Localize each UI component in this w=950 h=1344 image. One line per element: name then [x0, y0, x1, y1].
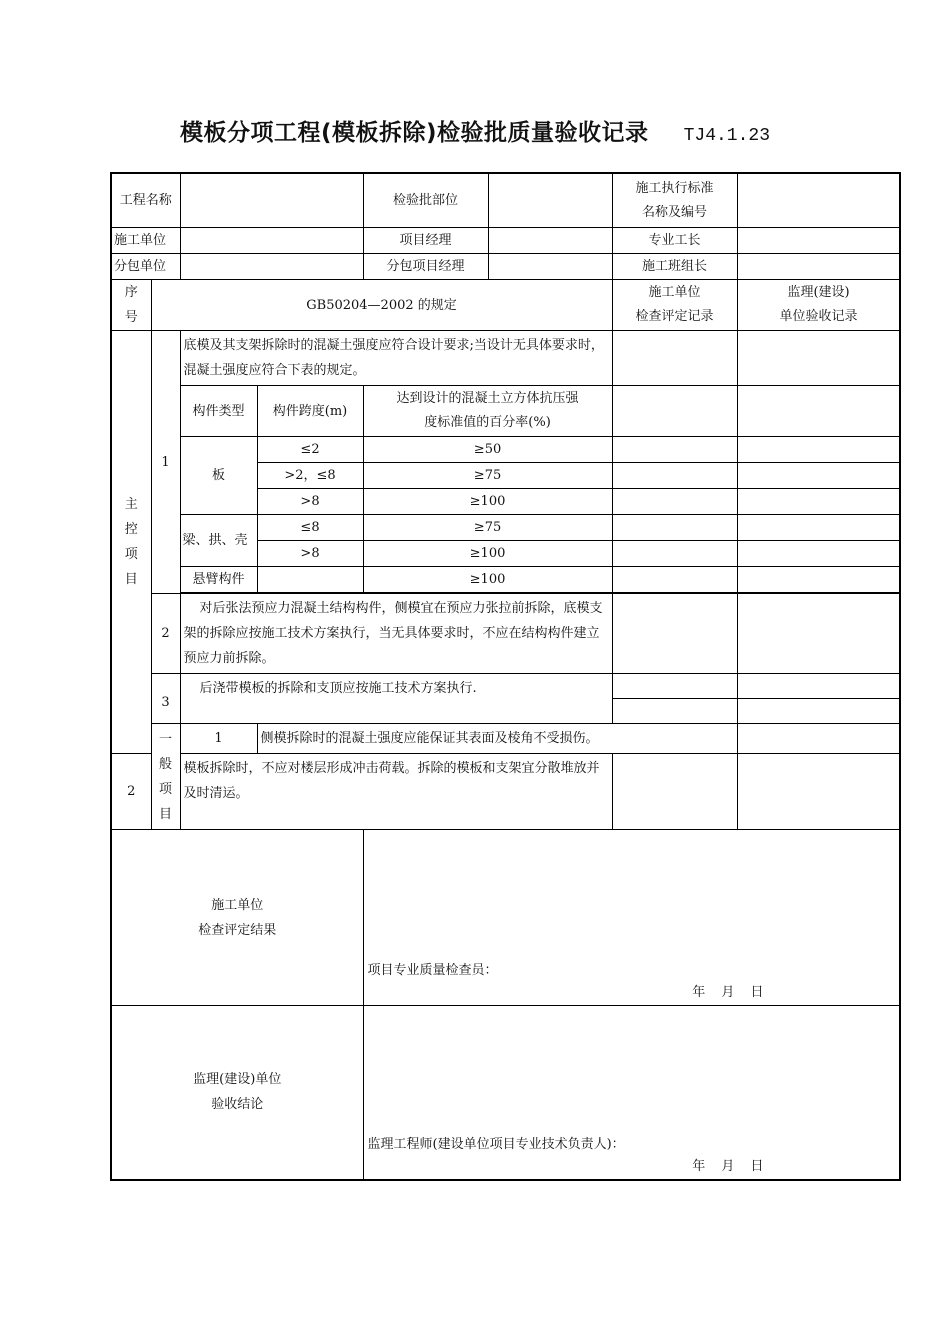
sub-value[interactable]: [180, 254, 363, 280]
beam-label: 梁、拱、壳: [180, 515, 257, 567]
batch-part-label: 检验批部位: [364, 174, 489, 227]
project-name-value[interactable]: [180, 173, 363, 228]
general-section-char-3: 项: [159, 781, 173, 797]
main-item-1-row: [111, 331, 900, 386]
document-header: [0, 114, 950, 147]
main-item-3-contractor-record-a[interactable]: [612, 674, 737, 699]
sub-pm-cell: [363, 254, 612, 280]
main-item-2-row: [111, 594, 900, 674]
general-item-1-contractor-record[interactable]: [737, 724, 900, 754]
slab-label: 板: [180, 437, 257, 515]
standard-label-line-1: 施工执行标准: [635, 180, 714, 196]
column-heading-row: [111, 280, 900, 331]
foreman-label: 专业工长: [612, 228, 737, 254]
cantilever-supervisor-record[interactable]: [737, 567, 900, 593]
foreman-value[interactable]: [737, 228, 900, 254]
pm-label: 项目经理: [364, 228, 489, 253]
main-item-1-contractor-record[interactable]: [612, 331, 737, 386]
main-control-section-label: [111, 331, 151, 754]
general-item-2-no: 2: [111, 754, 151, 830]
page-title: 模板分项工程(模板拆除)检验批质量验收记录: [179, 120, 649, 146]
cantilever-row: [111, 567, 900, 593]
supervisor-result-label-1: 监理(建设)单位: [193, 1072, 282, 1088]
sub-label: 分包单位: [111, 254, 180, 280]
header-row-2: [111, 228, 900, 254]
supervisor-date: 年 月 日: [692, 1158, 770, 1174]
supervisor-result-label-2: 验收结论: [211, 1097, 264, 1113]
strength-heading-supervisor-record[interactable]: [737, 386, 900, 437]
main-section-char-3: 项: [124, 547, 138, 562]
general-section-char-4: 目: [159, 806, 173, 822]
main-item-1-text: 底模及其支架拆除时的混凝土强度应符合设计要求;当设计无具体要求时，混凝土强度应符合下表的规定。: [180, 331, 612, 386]
beam-span-2: >8: [257, 541, 363, 567]
beam-1-contractor-record[interactable]: [612, 515, 737, 541]
slab-1-supervisor-record[interactable]: [737, 437, 900, 463]
contractor-result-row: [111, 830, 900, 1006]
slab-pct-2: ≥75: [363, 463, 612, 489]
contractor-result-label-1: 施工单位: [211, 897, 264, 913]
main-item-3-supervisor-record-b[interactable]: [737, 699, 900, 724]
main-section-char-4: 目: [124, 572, 138, 587]
project-name-label: 工程名称: [111, 173, 180, 228]
member-span-heading: 构件跨度(m): [257, 386, 363, 437]
batch-part-value[interactable]: [489, 174, 612, 227]
general-item-2-text: 模板拆除时，不应对楼层形成冲击荷载。拆除的模板和支架宜分散堆放并及时清运。: [180, 754, 612, 830]
sub-pm-value[interactable]: [489, 254, 612, 279]
slab-span-2: >2，≤8: [257, 463, 363, 489]
cantilever-pct: ≥100: [363, 567, 612, 593]
slab-2-contractor-record[interactable]: [612, 463, 737, 489]
supervisor-record-heading: [737, 280, 900, 331]
supervisor-result-row: [111, 1006, 900, 1180]
header-row-3: [111, 254, 900, 280]
beam-span-1: ≤8: [257, 515, 363, 541]
header-row-1: [111, 173, 900, 228]
beam-2-supervisor-record[interactable]: [737, 541, 900, 567]
beam-pct-1: ≥75: [363, 515, 612, 541]
strength-pct-heading-2: 度标准值的百分率(%): [424, 415, 551, 430]
slab-span-1: ≤2: [257, 437, 363, 463]
strength-pct-heading-1: 达到设计的混凝土立方体抗压强: [396, 391, 579, 406]
contractor-result-label-2: 检查评定结果: [198, 922, 277, 938]
supervisor-record-heading-2: 单位验收记录: [779, 309, 858, 324]
seq-heading-2: 号: [124, 310, 138, 325]
main-item-3-text: 后浇带模板的拆除和支顶应按施工技术方案执行.: [180, 674, 612, 724]
supervisor-signer-label: 监理工程师(建设单位项目专业技术负责人)：: [367, 1136, 625, 1152]
general-section-char-2: 般: [159, 756, 173, 772]
main-item-3-supervisor-record-a[interactable]: [737, 674, 900, 699]
seq-heading: [111, 280, 151, 331]
cantilever-label: 悬臂构件: [180, 567, 257, 593]
general-item-2-contractor-record[interactable]: [612, 754, 737, 830]
inspection-form-table: [110, 172, 901, 1181]
general-item-2-row: [111, 754, 900, 830]
standard-value[interactable]: [737, 173, 900, 228]
team-leader-value[interactable]: [737, 254, 900, 280]
contractor-record-heading-1: 施工单位: [648, 285, 701, 300]
main-item-2-supervisor-record[interactable]: [737, 594, 900, 674]
main-item-3-contractor-record-b[interactable]: [612, 699, 737, 724]
slab-2-supervisor-record[interactable]: [737, 463, 900, 489]
main-item-1-supervisor-record[interactable]: [737, 331, 900, 386]
batch-part-cell: [363, 173, 612, 228]
contractor-record-heading-2: 检查评定记录: [635, 309, 714, 324]
team-leader-label: 施工班组长: [612, 254, 737, 280]
spec-heading: GB50204—2002 的规定: [151, 280, 612, 331]
slab-3-contractor-record[interactable]: [612, 489, 737, 515]
slab-pct-1: ≥50: [363, 437, 612, 463]
main-item-3-row-a: [111, 674, 900, 699]
contractor-result-area[interactable]: [363, 830, 900, 1006]
main-item-3-no: 3: [151, 674, 180, 724]
supervisor-result-label: [111, 1006, 363, 1180]
beam-pct-2: ≥100: [363, 541, 612, 567]
contractor-value[interactable]: [180, 228, 363, 254]
standard-label: [612, 173, 737, 228]
general-item-1-no: 1: [180, 724, 257, 754]
slab-row-1: [111, 437, 900, 463]
general-section-label: [151, 724, 180, 830]
supervisor-result-area[interactable]: [363, 1006, 900, 1180]
main-item-2-text: 对后张法预应力混凝土结构构件，侧模宜在预应力张拉前拆除，底模支架的拆除应按施工技术方案执行，当无具体要求时，不应在结构构件建立预应力前拆除。: [180, 594, 612, 674]
seq-heading-1: 序: [124, 285, 138, 300]
beam-2-contractor-record[interactable]: [612, 541, 737, 567]
contractor-result-label: [111, 830, 363, 1006]
member-type-heading: 构件类型: [180, 386, 257, 437]
strength-heading-contractor-record[interactable]: [612, 386, 737, 437]
sub-pm-label: 分包项目经理: [364, 254, 489, 279]
general-item-1-text: 侧模拆除时的混凝土强度应能保证其表面及棱角不受损伤。: [257, 724, 737, 754]
beam-row-1: [111, 515, 900, 541]
contractor-date: 年 月 日: [692, 985, 770, 1000]
slab-3-supervisor-record[interactable]: [737, 489, 900, 515]
slab-span-3: >8: [257, 489, 363, 515]
pm-cell: [363, 228, 612, 254]
contractor-record-heading: [612, 280, 737, 331]
strength-table-heading-row: [111, 386, 900, 437]
beam-1-supervisor-record[interactable]: [737, 515, 900, 541]
general-section-char-1: 一: [159, 731, 173, 747]
strength-pct-heading: [363, 386, 612, 437]
main-item-2-no: 2: [151, 594, 180, 674]
main-section-char-1: 主: [124, 497, 138, 512]
contractor-label: 施工单位: [111, 228, 180, 254]
general-item-1-row: [111, 724, 900, 754]
slab-1-contractor-record[interactable]: [612, 437, 737, 463]
pm-value[interactable]: [489, 228, 612, 253]
cantilever-span: [257, 567, 363, 593]
standard-label-line-2: 名称及编号: [642, 204, 708, 220]
form-code: TJ4.1.23: [683, 126, 771, 146]
main-item-1-no: 1: [151, 331, 180, 594]
contractor-signer-label: 项目专业质量检查员：: [367, 963, 498, 978]
cantilever-contractor-record[interactable]: [612, 567, 737, 593]
main-item-2-contractor-record[interactable]: [612, 594, 737, 674]
slab-pct-3: ≥100: [363, 489, 612, 515]
main-section-char-2: 控: [124, 522, 138, 537]
general-item-2-supervisor-record[interactable]: [737, 754, 900, 830]
supervisor-record-heading-1: 监理(建设): [787, 285, 850, 300]
